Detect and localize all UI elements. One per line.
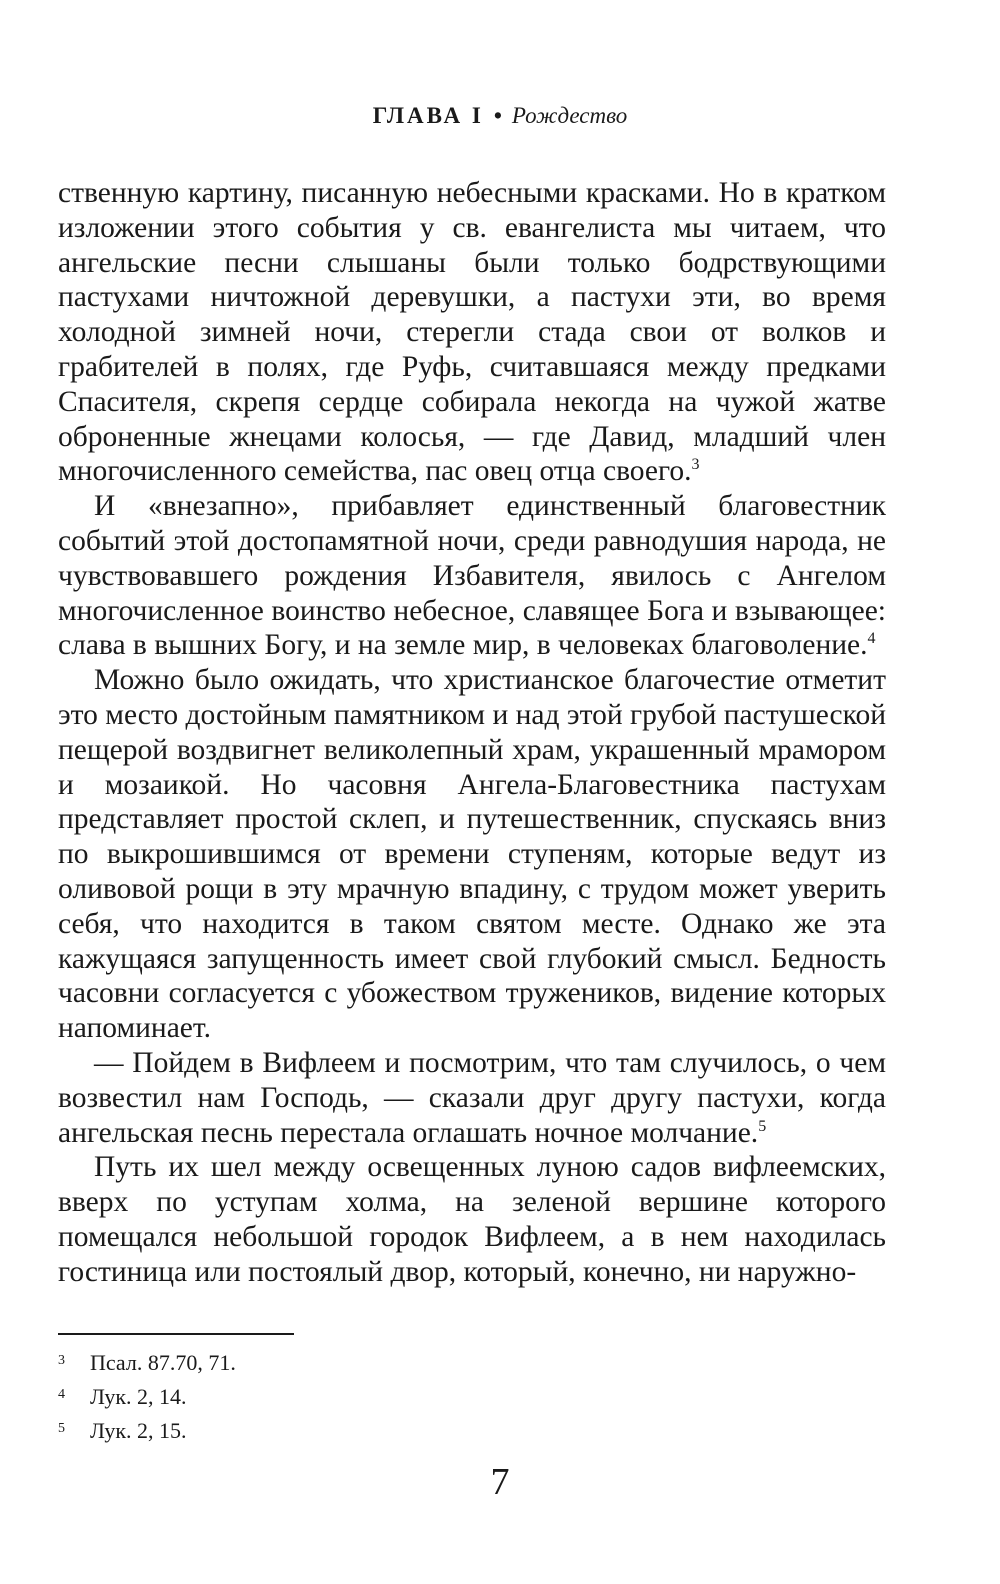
paragraph [58,1150,886,1289]
footnote-text: Псал. 87.70, 71. [90,1350,236,1375]
footnotes [58,1348,886,1450]
footnote-text: Лук. 2, 15. [90,1418,187,1443]
paragraph [58,1046,886,1150]
footnote-number: 4 [58,1387,65,1402]
chapter-label: ГЛАВА I [372,103,484,128]
footnote-reference: 3 [691,456,700,474]
footnote-reference: 5 [758,1117,767,1135]
paragraph-text: Можно было ожидать, что христианское благочестие отметит это место достойным памятником и над этой грубой пастушеской пещерой воздвигнет великолепный храм, украшенный мрамором и мозаикой. Но часовня Ангела-Благовестника пастухам представляет простой склеп, и путешественник, спускаясь вниз по выкрошившимся от времени ступеням, которые ведут из оливовой рощи в эту мрачную впадину, с трудом может уверить себя, что находится в таком святом месте. Однако же эта кажущаяся запущенность имеет свой глубокий смысл. Бедность часовни согласуется с убожеством тружеников, видение которых напоминает. [58,664,886,1045]
footnote-divider [58,1333,294,1335]
footnote [58,1348,886,1382]
running-header [0,100,1000,132]
footnote [58,1382,886,1416]
chapter-title: Рождество [511,103,628,128]
footnote-number: 3 [58,1353,65,1368]
paragraph-text: — Пойдем в Вифлеем и посмотрим, что там случилось, о чем возвестил нам Господь, — сказали друг другу пастухи, когда ангельская песнь перестала оглашать ночное молчание. [58,1046,886,1149]
header-separator: • [493,103,502,128]
paragraph-text: Путь их шел между освещенных луною садов вифлеемских, вверх по уступам холма, на зеленой вершине которого помещался небольшой городок Вифлеем, а в нем находилась гостиница или постоялый двор, который, конечно, ни наружно- [58,1151,886,1288]
page-number: 7 [490,1461,510,1503]
footnote-reference: 4 [867,630,876,648]
paragraph [58,663,886,1046]
paragraph [58,176,886,489]
paragraph-text: ственную картину, писанную небесными красками. Но в кратком изложении этого события у св. евангелиста мы читаем, что ангельские песни слышаны были только бодрствующими пастухами ничтожной деревушки, а пастухи эти, во время холодной зимней ночи, стерегли стада свои от волков и грабителей в полях, где Руфь, считавшаяся между предками Спасителя, скрепя сердце собирала некогда на чужой жатве оброненные жнецами колосья, — где Давид, младший член многочисленного семейства, пас овец отца своего. [58,177,886,488]
footnote-text: Лук. 2, 14. [90,1384,187,1409]
footnote [58,1416,886,1450]
body-text [58,176,886,1290]
paragraph-text: И «внезапно», прибавляет единственный благовестник событий этой достопамятной ночи, среди равнодушия народа, не чувствовавшего рождения Избавителя, явилось с Ангелом многочисленное воинство небесное, славящее Бога и взывающее: слава в вышних Богу, и на земле мир, в человеках благоволение. [58,490,886,662]
paragraph [58,489,886,663]
footnote-number: 5 [58,1421,65,1436]
